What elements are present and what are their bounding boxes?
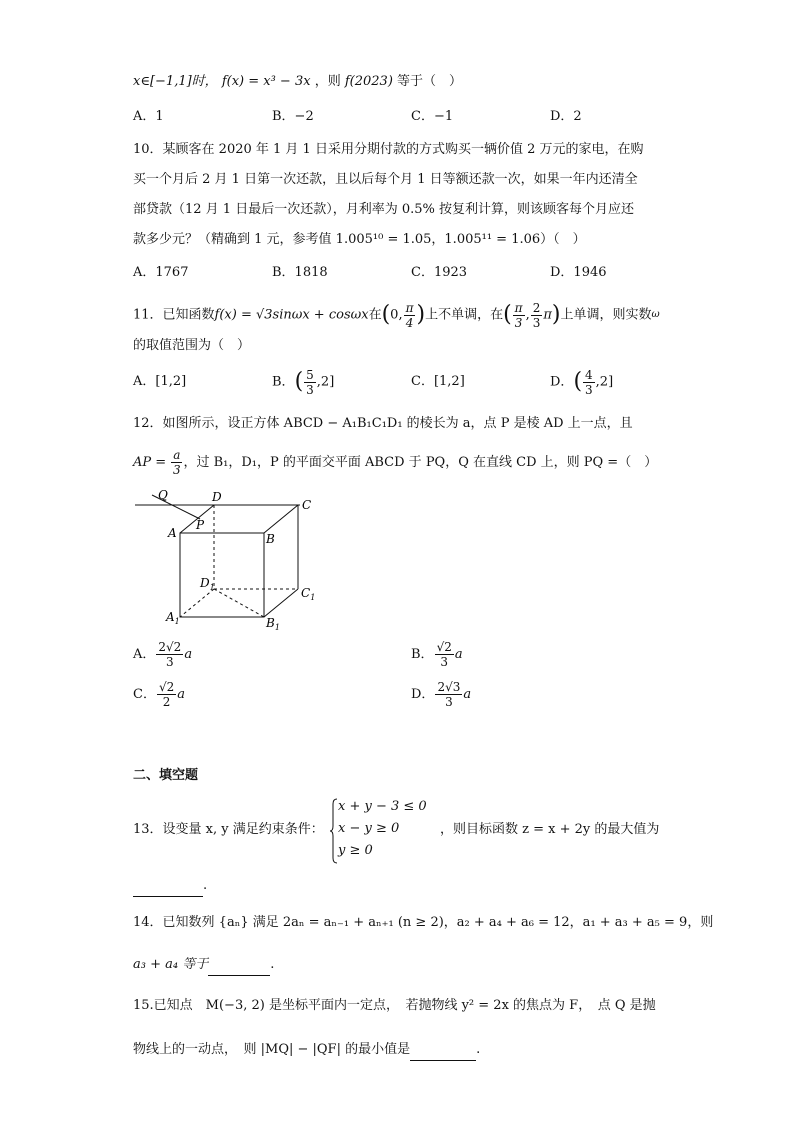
label-P: P <box>196 518 205 532</box>
q14-line-1: 14．已知数列 {aₙ} 满足 2aₙ = aₙ₋₁ + aₙ₊₁ (n ≥ 2)，a₂ + a₄ + a₆ = 12，a₁ + a₃ + a₅ = 9，则 <box>133 915 714 930</box>
q12-option-a: A． $\frac{2√2}{3}$ a <box>133 640 193 669</box>
label-D1: $D_1$ <box>200 576 215 592</box>
q11-stem: 11．已知函数f(x) = √3sinωx + cosωx在(0, $\frac{\pi}{4}$ )上不单调，在( $\frac{\pi}{3}$ , $\frac{2}{3}$ π)上单调，则实数$^\omega$ <box>133 300 660 330</box>
label-A: A <box>168 526 177 540</box>
q13-constraint-system <box>330 796 427 862</box>
cube-figure <box>130 485 370 635</box>
q10-line-4: 款多少元？（精确到 1 元，参考值 1.005¹⁰ = 1.05，1.005¹¹ = 1.06）（ ） <box>133 232 586 247</box>
q11-option-c: C．[1,2] <box>411 374 465 389</box>
q12-line-1: 12．如图所示，设正方体 ABCD − A₁B₁C₁D₁ 的棱长为 a，点 P 是棱 AD 上一点，且 <box>133 416 633 431</box>
q10-option-b: B．1818 <box>272 265 328 280</box>
q12-option-d: D． $\frac{2√3}{3}$ a <box>411 680 472 709</box>
q10-line-1: 10．某顾客在 2020 年 1 月 1 日采用分期付款的方式购买一辆价值 2 万元的家电，在购 <box>133 142 644 157</box>
q13-stem-post: ，则目标函数 z = x + 2y 的最大值为 <box>440 822 660 837</box>
q13-stem-pre: 13．设变量 x, y 满足约束条件： <box>133 822 324 837</box>
q10-option-a: A．1767 <box>133 265 189 280</box>
q10-line-2: 买一个月后 2 月 1 日第一次还款，且以后每个月 1 日等额还款一次，如果一年内还清全 <box>133 172 638 187</box>
brace-icon <box>330 798 338 864</box>
q10-line-3: 部贷款（12 月 1 日最后一次还款），月利率为 0.5% 按复利计算，则该顾客每个月应还 <box>133 202 635 217</box>
constraint-3: y ≥ 0 <box>338 843 373 858</box>
q9-option-c: C．−1 <box>411 109 454 124</box>
q15-line-1: 15.已知点 M(−3, 2) 是坐标平面内一定点， 若抛物线 y² = 2x 的焦点为 F， 点 Q 是抛 <box>133 998 656 1013</box>
q12-option-c: C． $\frac{√2}{2}$ a <box>133 680 185 709</box>
q9-option-d: D．2 <box>550 109 582 124</box>
constraint-1: x + y − 3 ≤ 0 <box>338 799 427 814</box>
q10-option-c: C．1923 <box>411 265 468 280</box>
q9-option-b: B．−2 <box>272 109 314 124</box>
label-Q: Q <box>158 488 168 502</box>
q9-stem: x∈[−1,1]时， f(x) = x³ − 3x ，则 f(2023) 等于（ ） <box>133 74 463 89</box>
q12-line-2: AP = $\frac{a}{3}$ ，过 B₁，D₁，P 的平面交平面 ABCD 于 PQ，Q 在直线 CD 上，则 PQ =（ ） <box>133 448 658 477</box>
q9-option-a: A．1 <box>133 109 164 124</box>
label-B1: $B_1$ <box>266 616 280 632</box>
label-C1: $C_1$ <box>301 586 316 602</box>
q13-answer-blank: . <box>133 876 207 897</box>
q14-line-2: a₃ + a₄ 等于 . <box>133 955 274 976</box>
label-B: B <box>266 532 275 546</box>
q11-option-b: B．( $\frac{5}{3}$ ,2] <box>272 367 335 397</box>
q12-option-b: B． $\frac{√2}{3}$ a <box>411 640 463 669</box>
constraint-2: x − y ≥ 0 <box>338 821 400 836</box>
label-D: D <box>212 490 222 504</box>
label-A1: $A_1$ <box>166 610 180 626</box>
q10-option-d: D．1946 <box>550 265 607 280</box>
q15-line-2: 物线上的一动点， 则 |MQ| − |QF| 的最小值是 . <box>133 1040 480 1061</box>
q11-option-d: D．( $\frac{4}{3}$ ,2] <box>550 367 614 397</box>
label-C: C <box>302 498 312 512</box>
q11-option-a: A．[1,2] <box>133 374 187 389</box>
section-title: 二、填空题 <box>133 768 199 783</box>
q11-line-2: 的取值范围为（ ） <box>133 338 251 353</box>
